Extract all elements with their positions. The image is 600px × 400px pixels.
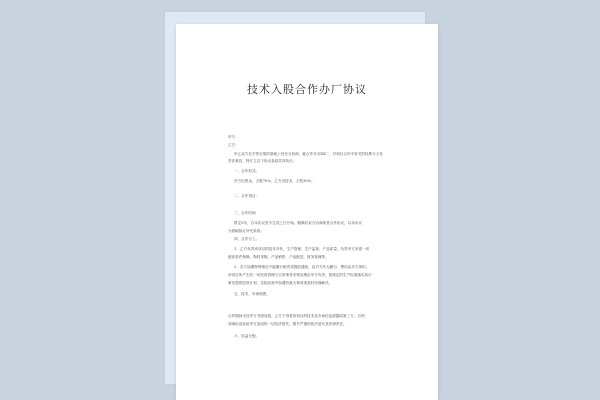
document-title: 技术入股合作办厂协议 xyxy=(247,83,367,96)
body-line: 甲方出资金，占股70%，乙方出技术，占股30%。 xyxy=(234,179,315,183)
document-page xyxy=(176,24,438,400)
body-line: 责任事宜，特订立以下协议条款共同执行。 xyxy=(228,159,297,163)
section-heading: 三、合作时间 xyxy=(234,211,256,215)
body-line: 合作期间未经甲方书面同意，乙方不得将该项目的技术及市场信息泄露给第三方，否则 xyxy=(228,314,365,318)
body-line: 暂定5年，自本协议签字生效之日开始。期满后双方协商续签合作协议，以本协议 xyxy=(234,221,363,225)
party-b-line: 乙方： xyxy=(228,143,239,147)
section-heading: 二、合作项目： xyxy=(234,194,260,198)
party-a-line: 甲方： xyxy=(228,135,239,139)
body-line: 2、各方如遇特殊情况不能履行职责须提前通知，由对方代为履行，费用由对方承担， xyxy=(234,265,370,269)
section-heading: 四、合作分工。 xyxy=(234,237,260,241)
body-line: 甲乙双方在平等自愿的基础上经充分协商，就合作开办XX厂，对项目合作中有关的权利与义务 xyxy=(234,152,383,156)
body-line: 该项目所产生的一切经营管理与日常事务决策处理由甲方负责，按规定的生产标准落实执行 xyxy=(228,273,372,277)
body-line: 须承担由此给甲方造成的一切经济损失，情节严重的依法追究其法律责任。 xyxy=(228,322,347,326)
body-line: 事先提供经营计划，实际经营中如遇有重大事项须及时协商解决。 xyxy=(228,281,333,285)
section-heading: 六、权益分配。 xyxy=(234,334,260,338)
body-line: 配套条件保障、物料采购、产品销售、产品配送，财务管理等。 xyxy=(228,255,329,259)
section-heading: 五、技术、市场保密。 xyxy=(234,292,270,296)
body-line: 为基础续订补充条款。 xyxy=(228,229,264,233)
body-line: 1、乙方负责该项目的技术开发、生产管理、生产监督、产品质量，负责甲方所需一切 xyxy=(234,247,370,251)
section-heading: 一、合作形式。 xyxy=(234,169,260,173)
